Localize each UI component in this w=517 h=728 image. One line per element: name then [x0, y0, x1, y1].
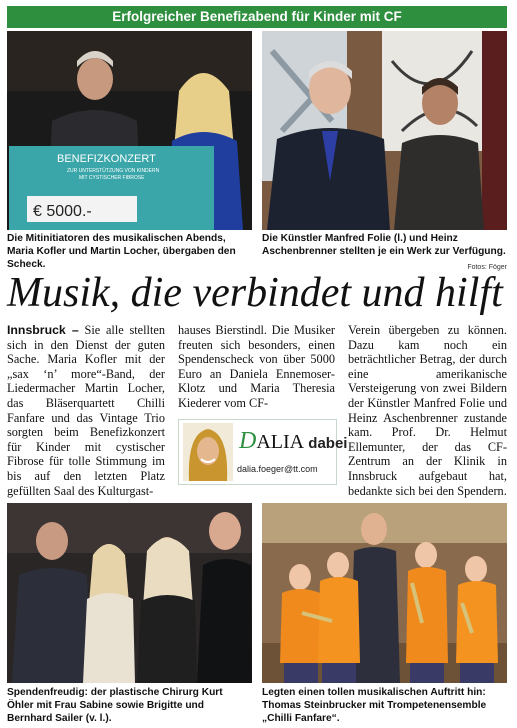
photo4-caption: Legten einen tollen musikalischen Auftritt hin: Thomas Steinbrucker mit Trompetenensemble „Chilli Fanfare“. — [262, 687, 487, 724]
article-column-2: hauses Bierstindl. Die Musiker freuten sich besonders, einen Spendenscheck von über 5000 Euro an Daniela Ennemoser-Klotz und Maria Theresia Kiederer vom CF- — [178, 323, 335, 410]
check-title: BENEFIZKONZERT — [57, 153, 156, 165]
check-subtitle-2: MIT CYSTISCHER FIBROSE — [79, 175, 145, 181]
dalia-email[interactable]: dalia.foeger@tt.com — [237, 464, 318, 474]
article-column-3: Verein übergeben zu können. Dazu kam noch ein beträchtlicher Betrag, der durch eine amerikanische Versteigerung von zwei Bildern der Künstler Manfred Folie und Heinz Aschenbrenner zustande kam. Prof. Dr. Helmut Ellemunter, der das CF-Zentrum an der Klinik in Innsbruck aufgebaut hat, bedankte sich bei den Spendern. — [348, 323, 507, 498]
photo-artists — [262, 31, 507, 230]
article-column-1-text: Sie alle stellten sich in den Dienst der guten Sache. Maria Kofler mit der „sax ‘n’ more“-Band, der Liedermacher Martin Locher, das Bläserquartett Chilli Fanfare und das Vintage Trio sorgten beim Benefizkonzert für Kinder mit cystischer Fibrose für tolle Stimmung im bis auf den letzten Platz gefüllten Saal des Kulturgast- — [7, 323, 165, 498]
dalia-logo: DALIA dabei — [239, 428, 348, 454]
photo3-caption: Spendenfreudig: der plastische Chirurg Kurt Öhler mit Frau Sabine sowie Brigitte und Bernhard Sailer (v. l.). — [7, 687, 223, 724]
section-banner: Erfolgreicher Benefizabend für Kinder mit CF — [7, 6, 507, 28]
dalia-dabei-box — [178, 419, 348, 485]
article-column-1 — [7, 323, 165, 498]
photo2-caption-text: Die Künstler Manfred Folie (l.) und Heinz Aschenbrenner stellten je ein Werk zur Verfügung. — [262, 233, 506, 257]
article-headline: Musik, die verbindet und hilft — [7, 270, 503, 316]
photo-credit: Fotos: Föger — [467, 264, 507, 271]
article-dateline: Innsbruck – — [7, 323, 79, 337]
photo-trumpet-ensemble — [262, 503, 507, 683]
photo-donors — [7, 503, 252, 683]
photo1-caption: Die Mitinitiatoren des musikalischen Abends, Maria Kofler und Martin Locher, übergaben den Scheck. — [7, 233, 236, 270]
check-amount: € 5000.- — [33, 203, 92, 220]
check-subtitle-1: ZUR UNTERSTÜTZUNG VON KINDERN — [67, 168, 160, 174]
photo-check-handover — [7, 31, 252, 230]
dalia-portrait — [183, 423, 233, 481]
